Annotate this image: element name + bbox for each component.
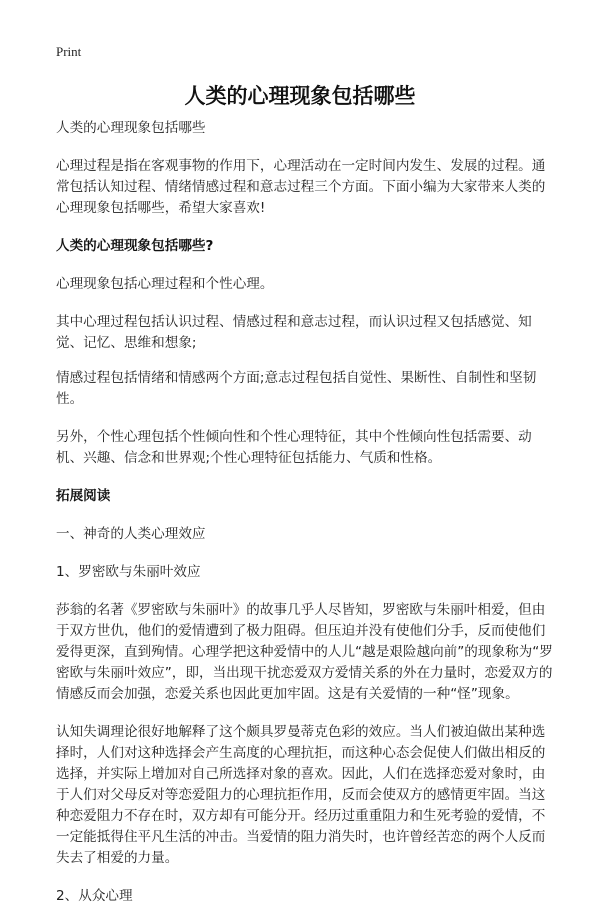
paragraph-cognitive-process: 其中心理过程包括认识过程、情感过程和意志过程，而认识过程又包括感觉、知觉、记忆、思维和想象; bbox=[56, 314, 532, 351]
subheading-conformity: 2、从众心理 bbox=[56, 888, 133, 904]
paragraph-romeo-juliet-story: 莎翁的名著《罗密欧与朱丽叶》的故事几乎人尽皆知，罗密欧与朱丽叶相爱，但由于双方世仇，他们的爱情遭到了极力阻碍。但压迫并没有使他们分手，反而使他们爱得更深，直到殉情。心理学把这种爱情中的人儿“越是艰险越向前”的现象称为“罗密欧与朱丽叶效应”，即，当出现干扰恋爱双方爱情关系的外在力量时，恋爱双方的情感反而会加强，恋爱关系也因此更加牢固。这是有关爱情的一种“怪”现象。 bbox=[56, 602, 553, 702]
subheading-psych-effects: 一、神奇的人类心理效应 bbox=[56, 526, 206, 542]
section-heading-further-reading: 拓展阅读 bbox=[56, 488, 111, 504]
paragraph-personality: 另外，个性心理包括个性倾向性和个性心理特征，其中个性倾向性包括需要、动机、兴趣、信念和世界观;个性心理特征包括能力、气质和性格。 bbox=[56, 429, 532, 466]
paragraph-dissonance-theory: 认知失调理论很好地解释了这个颇具罗曼蒂克色彩的效应。当人们被迫做出某种选择时，人们对这种选择会产生高度的心理抗拒，而这种心态会促使人们做出相反的选择，并实际上增加对自己所选择对象的喜欢。因此，人们在选择恋爱对象时，由于人们对父母反对等恋爱阻力的心理抗拒作用，反而会使双方的感情更牢固。当这种恋爱阻力不存在时，双方却有可能分开。经历过重重阻力和生死考验的爱情，不一定能抵得住平凡生活的冲击。当爱情的阻力消失时，也许曾经苦恋的两个人反而失去了相爱的力量。 bbox=[56, 724, 546, 866]
intro-paragraph: 心理过程是指在客观事物的作用下，心理活动在一定时间内发生、发展的过程。通常包括认知过程、情绪情感过程和意志过程三个方面。下面小编为大家带来人类的心理现象包括哪些，希望大家喜欢! bbox=[56, 158, 546, 216]
article-subtitle: 人类的心理现象包括哪些 bbox=[56, 120, 206, 136]
print-link[interactable]: Print bbox=[56, 44, 82, 59]
section-heading-question: 人类的心理现象包括哪些? bbox=[56, 238, 214, 254]
paragraph-emotion-will: 情感过程包括情绪和情感两个方面;意志过程包括自觉性、果断性、自制性和坚韧性。 bbox=[56, 370, 537, 407]
paragraph-phenomena: 心理现象包括心理过程和个性心理。 bbox=[56, 276, 274, 292]
subheading-romeo-juliet: 1、罗密欧与朱丽叶效应 bbox=[56, 564, 201, 580]
page-title: 人类的心理现象包括哪些 bbox=[184, 84, 416, 108]
article-body bbox=[56, 118, 556, 907]
